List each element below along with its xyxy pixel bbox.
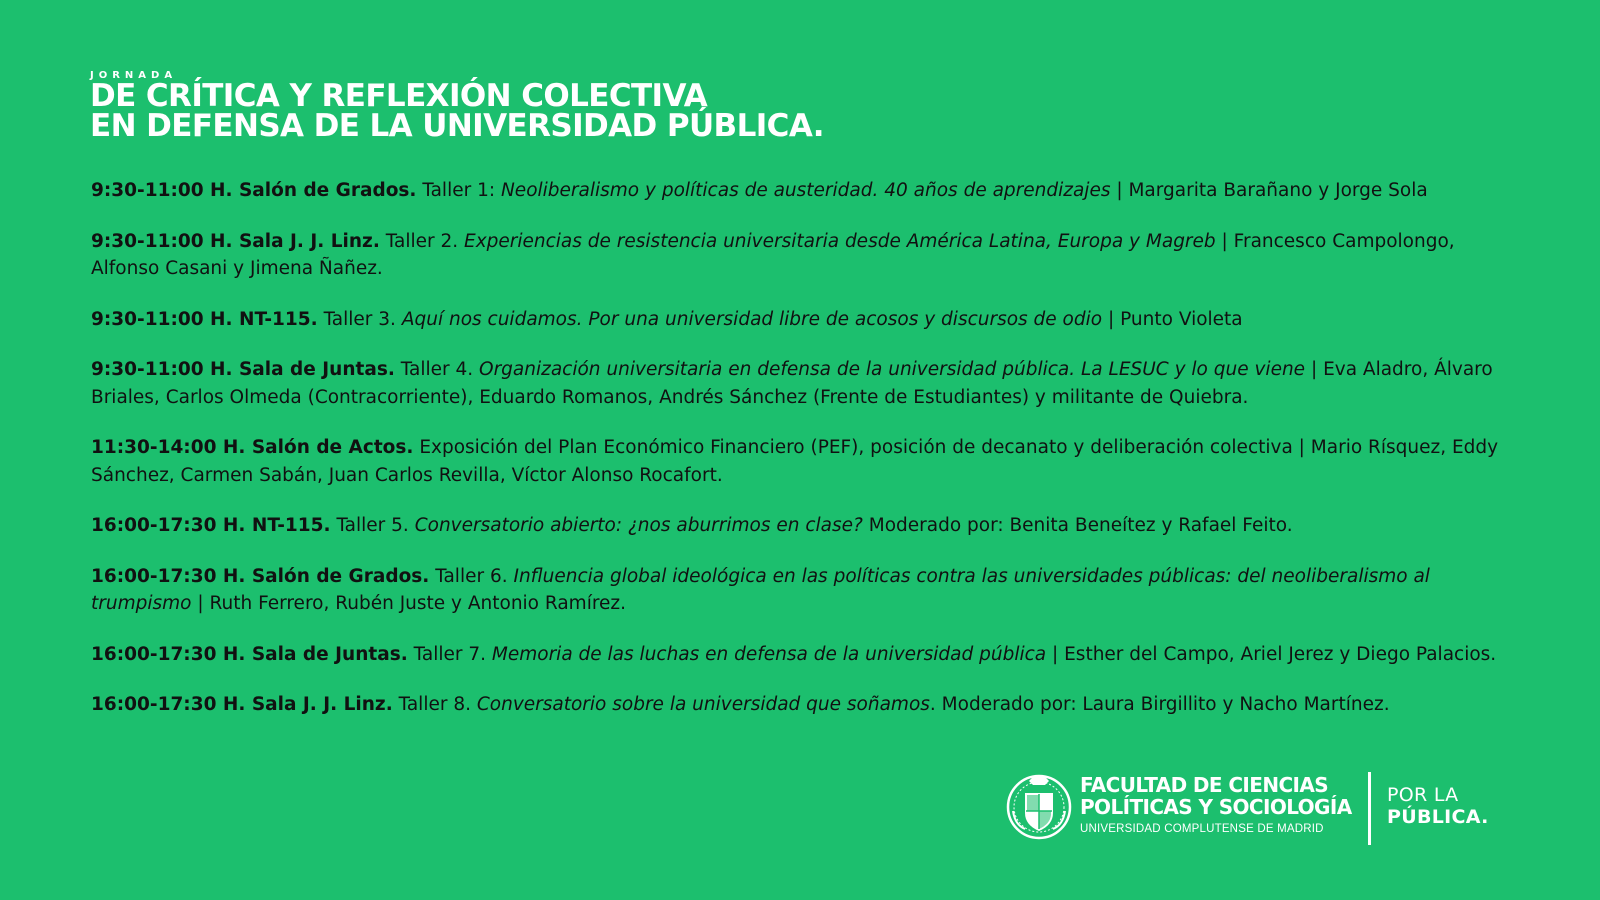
schedule-label: Taller 7. — [407, 643, 492, 665]
schedule-time-room: 16:00-17:30 H. Sala de Juntas. — [91, 643, 408, 665]
schedule-speakers: . Moderado por: Laura Birgillito y Nacho Martínez. — [929, 694, 1390, 715]
event-header — [90, 70, 824, 144]
event-title-line-1: DE CRÍTICA Y REFLEXIÓN COLECTIVA — [90, 78, 708, 114]
schedule-time-room: 11:30-14:00 H. Salón de Actos. — [91, 437, 414, 458]
schedule-label: Taller 6. — [429, 565, 514, 587]
schedule-list — [91, 177, 1506, 742]
schedule-label: Taller 8. — [392, 694, 477, 715]
schedule-talk-title: Conversatorio sobre la universidad que soñamos — [476, 694, 930, 715]
university-seal-icon — [1005, 767, 1073, 843]
schedule-time-room: 9:30-11:00 H. Salón de Grados. — [91, 180, 417, 201]
schedule-speakers: | Margarita Barañano y Jorge Sola — [1110, 180, 1428, 201]
schedule-item — [91, 563, 1506, 618]
schedule-talk-title: Experiencias de resistencia universitaria desde América Latina, Europa y Magreb — [464, 230, 1216, 252]
campaign-slogan — [1387, 784, 1489, 828]
schedule-talk-title: Aquí nos cuidamos. Por una universidad libre de acosos y discursos de odio — [401, 308, 1103, 330]
schedule-item — [91, 691, 1506, 719]
schedule-time-room: 16:00-17:30 H. Sala J. J. Linz. — [91, 694, 393, 715]
faculty-name-line-2: POLÍTICAS Y SOCIOLOGÍA — [1080, 795, 1352, 819]
schedule-speakers: | Eva Aladro, Álvaro Briales, Carlos Olmeda (Contracorriente), Eduardo Romanos, Andrés Sánchez (Frente de Estudiantes) y militante de Quiebra. — [91, 359, 1493, 408]
schedule-speakers: | Punto Violeta — [1102, 308, 1243, 330]
schedule-speakers: | Esther del Campo, Ariel Jerez y Diego Palacios. — [1046, 643, 1497, 665]
schedule-talk-title: Influencia global ideológica en las políticas contra las universidades públicas: del neoliberalismo al trumpismo — [91, 565, 1430, 614]
footer-divider — [1368, 772, 1371, 845]
schedule-item — [91, 434, 1506, 489]
event-kicker: JORNADA — [90, 70, 178, 81]
schedule-item — [91, 306, 1506, 334]
faculty-name — [1080, 774, 1352, 838]
schedule-item — [91, 641, 1506, 669]
slogan-line-2: PÚBLICA. — [1387, 806, 1489, 828]
schedule-talk-title: Conversatorio abierto: ¿nos aburrimos en clase? — [414, 515, 863, 536]
schedule-item — [91, 177, 1506, 205]
faculty-name-line-1: FACULTAD DE CIENCIAS — [1080, 773, 1329, 797]
schedule-speakers: | Ruth Ferrero, Rubén Juste y Antonio Ramírez. — [191, 593, 627, 614]
schedule-time-room: 16:00-17:30 H. Salón de Grados. — [91, 565, 430, 587]
schedule-label: Taller 4. — [394, 359, 480, 380]
schedule-item — [91, 356, 1506, 411]
schedule-talk-title: Neoliberalismo y políticas de austeridad. 40 años de aprendizajes — [500, 180, 1111, 201]
schedule-label: Taller 3. — [317, 308, 402, 330]
event-title-line-2: EN DEFENSA DE LA UNIVERSIDAD PÚBLICA. — [90, 108, 824, 144]
schedule-time-room: 9:30-11:00 H. Sala J. J. Linz. — [91, 230, 380, 252]
schedule-talk-title: Memoria de las luchas en defensa de la universidad pública — [491, 643, 1047, 665]
schedule-label: Taller 5. — [330, 515, 415, 536]
schedule-item — [91, 512, 1506, 540]
schedule-item — [91, 228, 1506, 283]
university-name: UNIVERSIDAD COMPLUTENSE DE MADRID — [1080, 823, 1324, 835]
schedule-time-room: 9:30-11:00 H. Sala de Juntas. — [91, 359, 395, 380]
schedule-speakers: | Francesco Campolongo, Alfonso Casani y Jimena Ñañez. — [91, 230, 1455, 279]
schedule-label: Exposición del Plan Económico Financiero (PEF), posición de decanato y deliberación colectiva | Mario Rísquez, Eddy Sánchez, Carmen Sabán, Juan Carlos Revilla, Víctor Alonso Rocafort. — [91, 437, 1499, 486]
schedule-talk-title: Organización universitaria en defensa de la universidad pública. La LESUC y lo que viene — [479, 359, 1306, 380]
schedule-time-room: 9:30-11:00 H. NT-115. — [91, 308, 318, 330]
schedule-time-room: 16:00-17:30 H. NT-115. — [91, 515, 331, 536]
schedule-label: Taller 1: — [416, 180, 501, 201]
schedule-label: Taller 2. — [379, 230, 464, 252]
schedule-speakers: Moderado por: Benita Beneítez y Rafael Feito. — [862, 515, 1293, 536]
slogan-line-1: POR LA — [1387, 784, 1459, 806]
